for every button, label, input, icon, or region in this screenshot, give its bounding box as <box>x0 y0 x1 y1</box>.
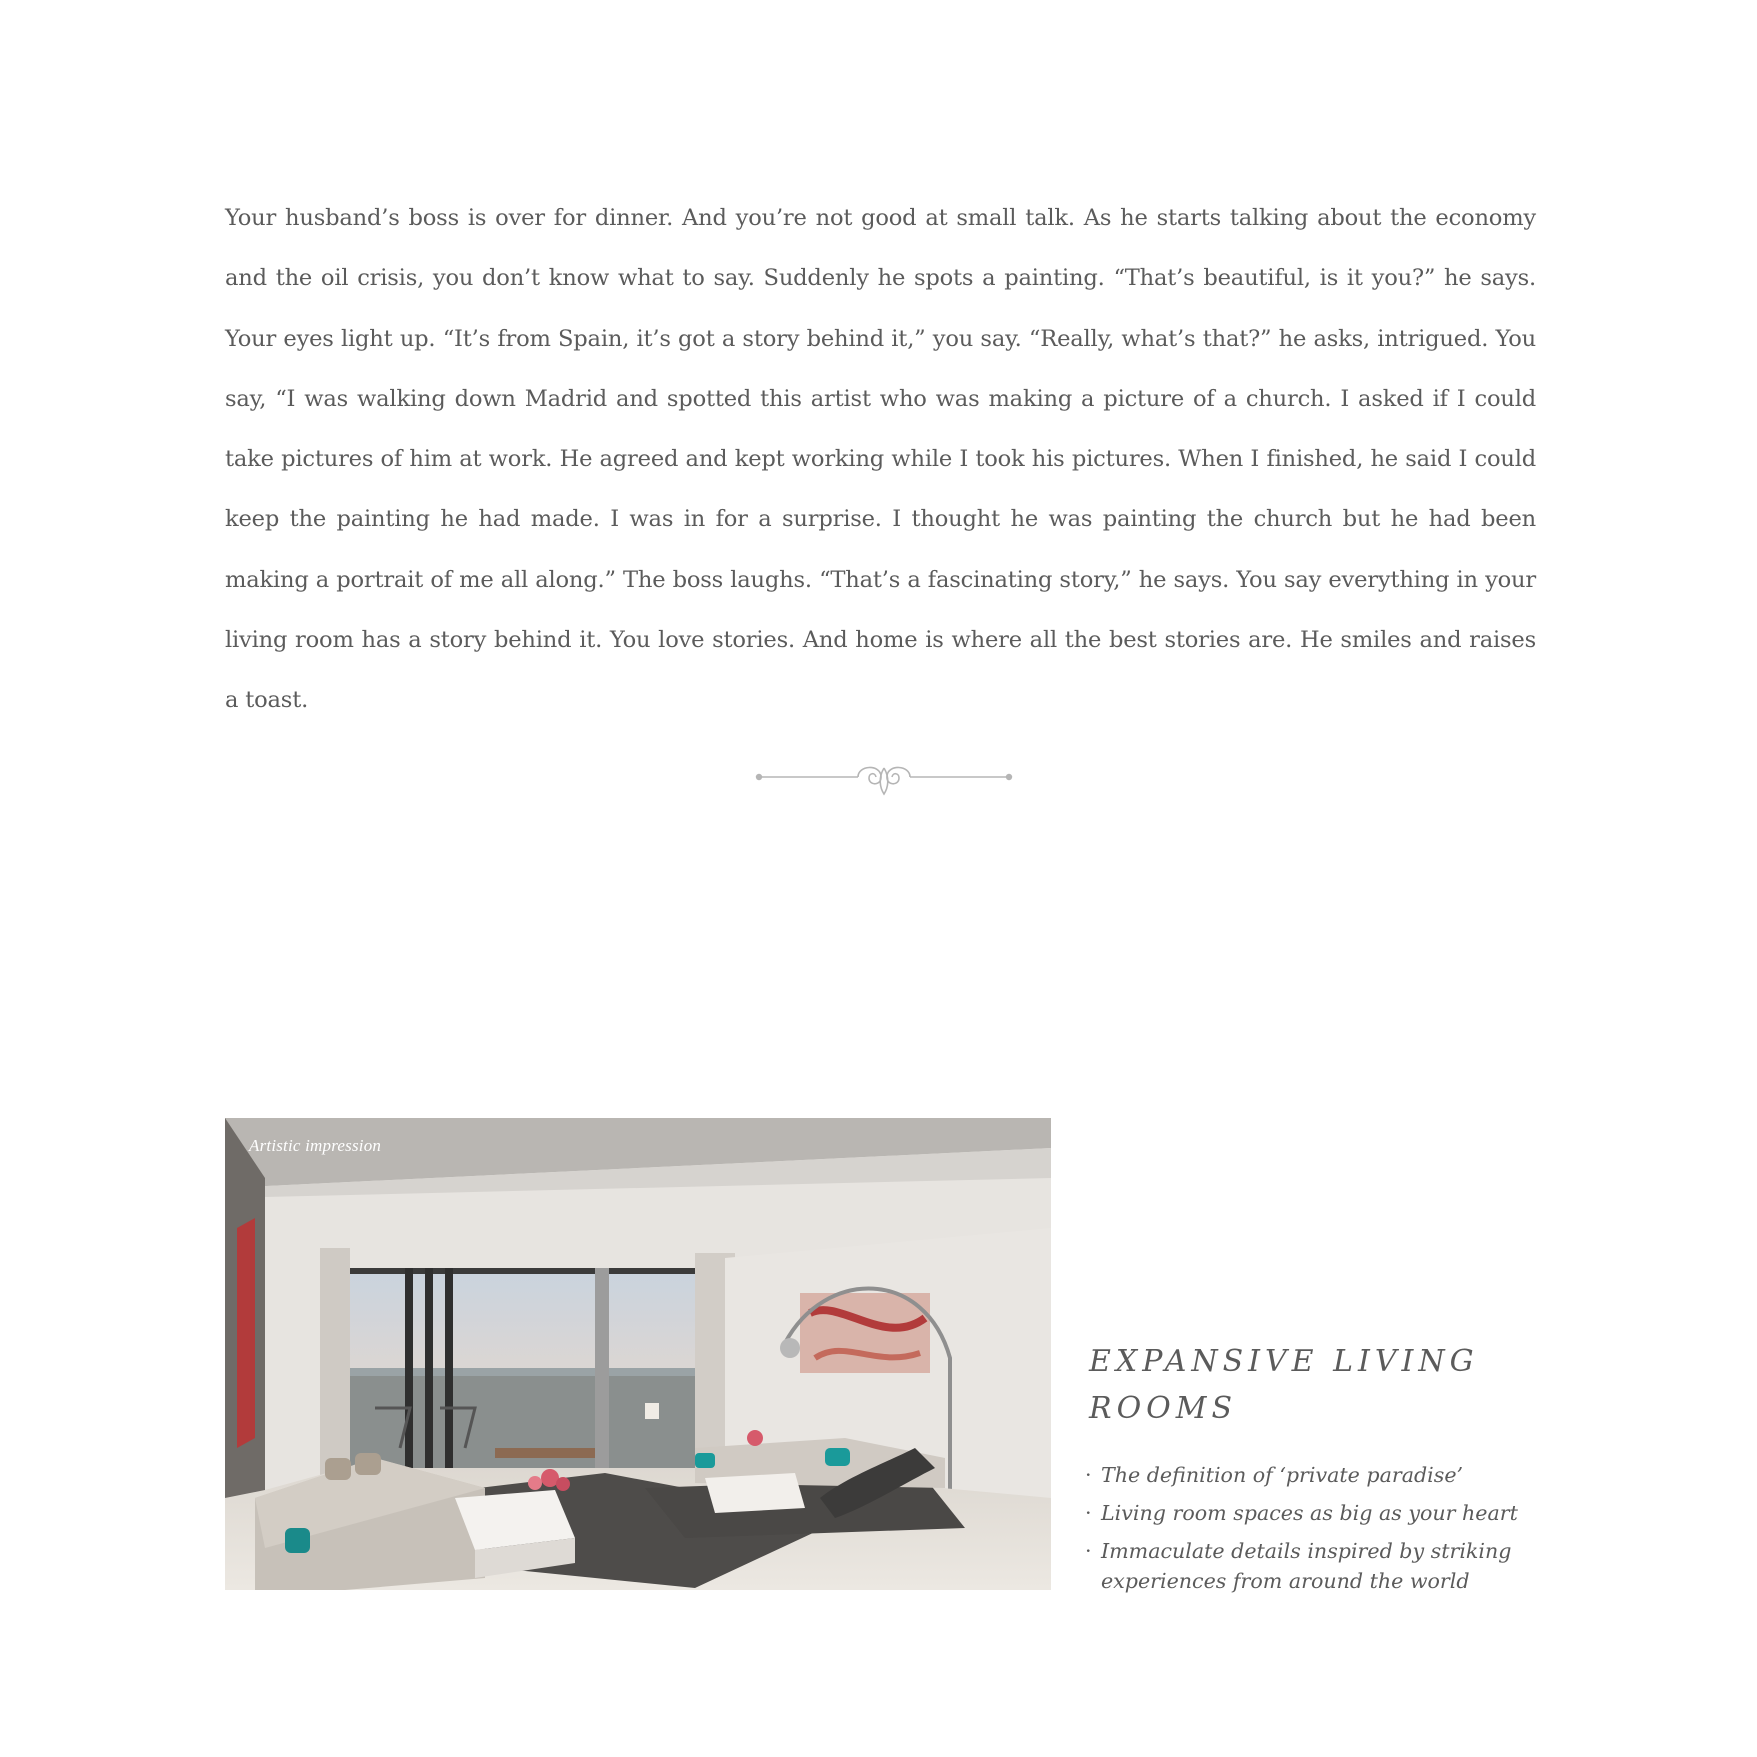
feature-title: EXPANSIVE LIVING ROOMS <box>1089 1344 1479 1426</box>
bullet-icon: · <box>1085 1463 1092 1487</box>
bullet-icon: · <box>1085 1501 1092 1525</box>
list-item <box>1085 1460 1525 1490</box>
living-room-photo <box>225 1118 1051 1590</box>
photo-caption: Artistic impression <box>249 1136 382 1155</box>
list-item-text: The definition of ‘private paradise’ <box>1101 1463 1464 1487</box>
list-item <box>1085 1498 1525 1528</box>
flourish-divider-icon <box>754 760 1014 796</box>
list-item-text: Living room spaces as big as your heart <box>1101 1501 1518 1525</box>
story-paragraph: Your husband’s boss is over for dinner. And you’re not good at small talk. As he starts talking about the economy and the oil crisis, you don’t know what to say. Suddenly he spots a painting. “That’s beautiful, is it you?” he says. Your eyes light up. “It’s from Spain, it’s got a story behind it,” you say. “Really, what’s that?” he asks, intrigued. You say, “I was walking down Madrid and spotted this artist who was making a picture of a church. I asked if I could take pictures of him at work. He agreed and kept working while I took his pictures. When I finished, he said I could keep the painting he had made. I was in for a surprise. I thought he was painting the church but he had been making a portrait of me all along.” The boss laughs. “That’s a fascinating story,” he says. You say everything in your living room has a story behind it. You love stories. And home is where all the best stories are. He smiles and raises a toast. <box>225 205 1536 714</box>
list-item-text: Immaculate details inspired by striking experiences from around the world <box>1101 1539 1512 1593</box>
list-item <box>1085 1536 1525 1596</box>
feature-list <box>1085 1460 1525 1604</box>
bullet-icon: · <box>1085 1539 1092 1563</box>
